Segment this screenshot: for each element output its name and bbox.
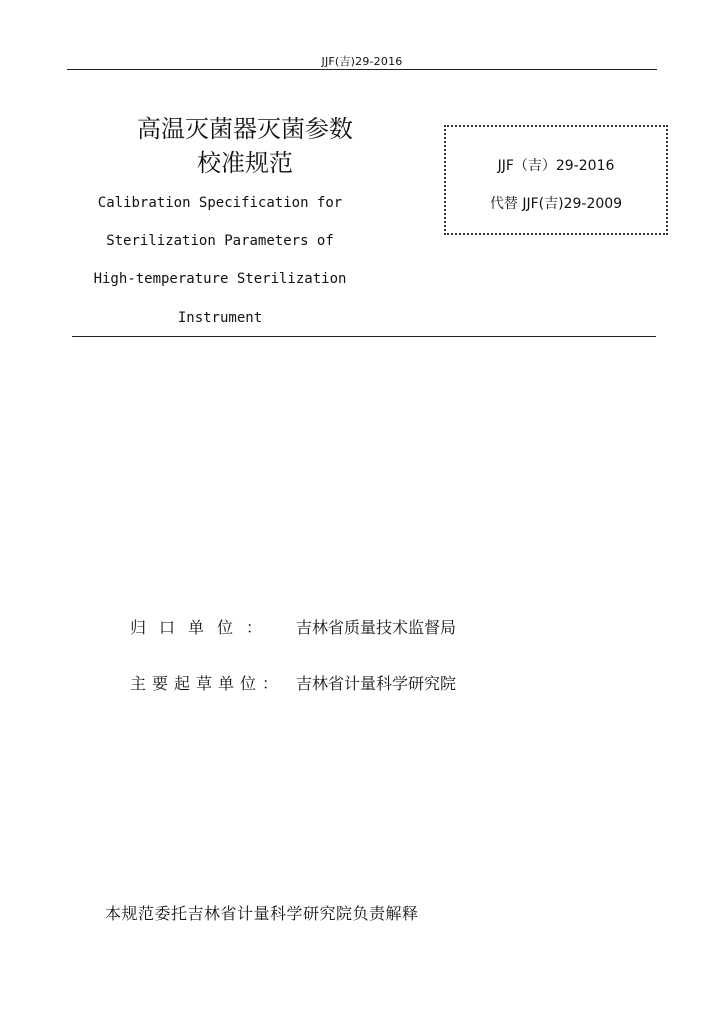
title-zh-line2: 校准规范 <box>197 149 293 177</box>
title-zh-line1: 高温灭菌器灭菌参数 <box>137 115 353 143</box>
standard-code: JJF（吉）29-2016 <box>497 158 615 174</box>
central-unit-row <box>130 615 456 638</box>
drafting-unit-row <box>130 671 456 694</box>
interpretation-note: 本规范委托吉林省计量科学研究院负责解释 <box>105 904 419 923</box>
central-unit-value: 吉林省质量技术监督局 <box>296 618 457 637</box>
standard-code-box <box>444 125 668 235</box>
drafting-unit-value: 吉林省计量科学研究院 <box>296 674 457 693</box>
header-divider <box>67 69 657 70</box>
central-unit-label: 归口单位： <box>130 618 276 637</box>
header-code: JJF(吉)29-2016 <box>321 55 403 68</box>
title-en-line3: High-temperature Sterilization <box>93 271 347 287</box>
title-en-line2: Sterilization Parameters of <box>106 233 334 249</box>
replaces-code: 代替 JJF(吉)29-2009 <box>489 196 623 212</box>
title-en-line1: Calibration Specification for <box>97 195 343 211</box>
drafting-unit-label: 主要起草单位： <box>130 674 285 693</box>
title-divider <box>72 336 656 337</box>
title-en-line4: Instrument <box>177 310 263 326</box>
